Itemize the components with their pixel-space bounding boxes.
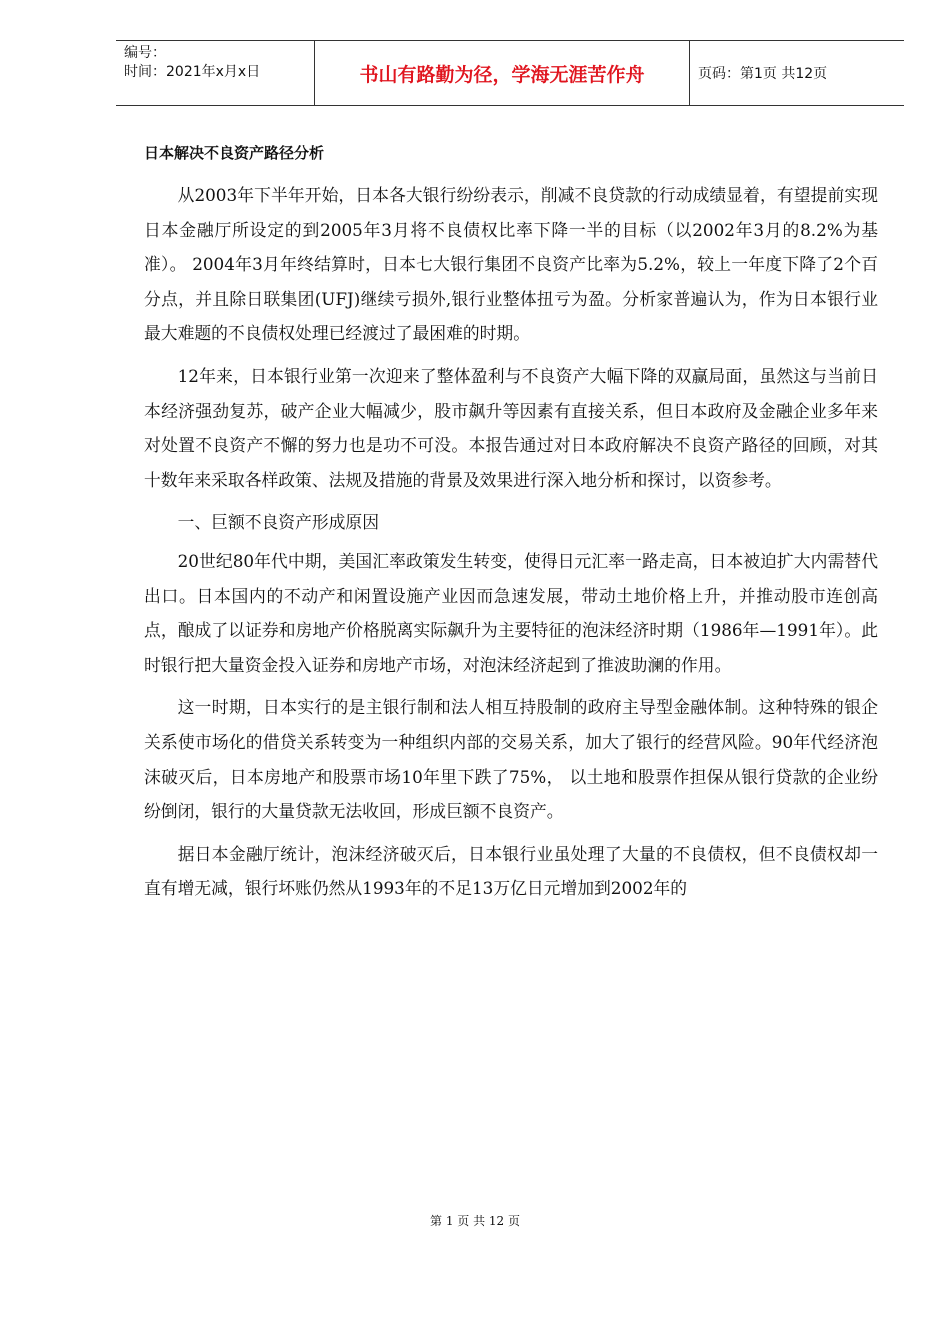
header-meta [116, 41, 315, 105]
serial-number-label: 编号： [124, 45, 166, 61]
section-heading: 一、巨额不良资产形成原因 [177, 512, 379, 533]
page-header [116, 40, 904, 106]
paragraph: 这一时期，日本实行的是主银行制和法人相互持股制的政府主导型金融体制。这种特殊的银企关系使市场化的借贷关系转变为一种组织内部的交易关系，加大了银行的经营风险。90年代经济泡沫破灭后，日本房地产和股票市场10年里下跌了75%， 以土地和股票作担保从银行贷款的企业纷纷倒闭，银行的大量贷款无法收回，形成巨额不良资产。 [144, 697, 878, 822]
paragraph: 据日本金融厅统计，泡沫经济破灭后，日本银行业虽处理了大量的不良债权，但不良债权却一直有增无减，银行坏账仍然从1993年的不足13万亿日元增加到2002年的 [144, 843, 878, 899]
header-motto: 书山有路勤为径，学海无涯苦作舟 [315, 41, 690, 105]
document-body [144, 133, 878, 914]
document-title: 日本解决不良资产路径分析 [144, 144, 325, 162]
date-label: 时间：2021年x月x日 [124, 64, 261, 80]
paragraph: 20世纪80年代中期，美国汇率政策发生转变，使得日元汇率一路走高，日本被迫扩大内需替代出口。日本国内的不动产和闲置设施产业因而急速发展，带动土地价格上升，并推动股市连创高点，酿成了以证券和房地产价格脱离实际飙升为主要特征的泡沫经济时期（1986年—1991年）。此时银行把大量资金投入证券和房地产市场，对泡沫经济起到了推波助澜的作用。 [144, 550, 878, 675]
page-footer: 第 1 页 共 12 页 [430, 1214, 520, 1228]
paragraph: 12年来，日本银行业第一次迎来了整体盈利与不良资产大幅下降的双赢局面，虽然这与当前日本经济强劲复苏，破产企业大幅减少，股市飙升等因素有直接关系，但日本政府及金融企业多年来对处置不良资产不懈的努力也是功不可没。本报告通过对日本政府解决不良资产路径的回顾，对其十数年来采取各样政策、法规及措施的背景及效果进行深入地分析和探讨，以资参考。 [144, 365, 878, 490]
header-page-number: 页码：第1页 共12页 [698, 66, 828, 82]
paragraph: 从2003年下半年开始，日本各大银行纷纷表示，削减不良贷款的行动成绩显着，有望提前实现日本金融厅所设定的到2005年3月将不良债权比率下降一半的目标（以2002年3月的8.2%为基准）。 2004年3月年终结算时，日本七大银行集团不良资产比率为5.2%，较上一年度下降了2个百分点，并且除日联集团(UFJ)继续亏损外,银行业整体扭亏为盈。分析家普遍认为，作为日本银行业最大难题的不良债权处理已经渡过了最困难的时期。 [144, 185, 878, 344]
